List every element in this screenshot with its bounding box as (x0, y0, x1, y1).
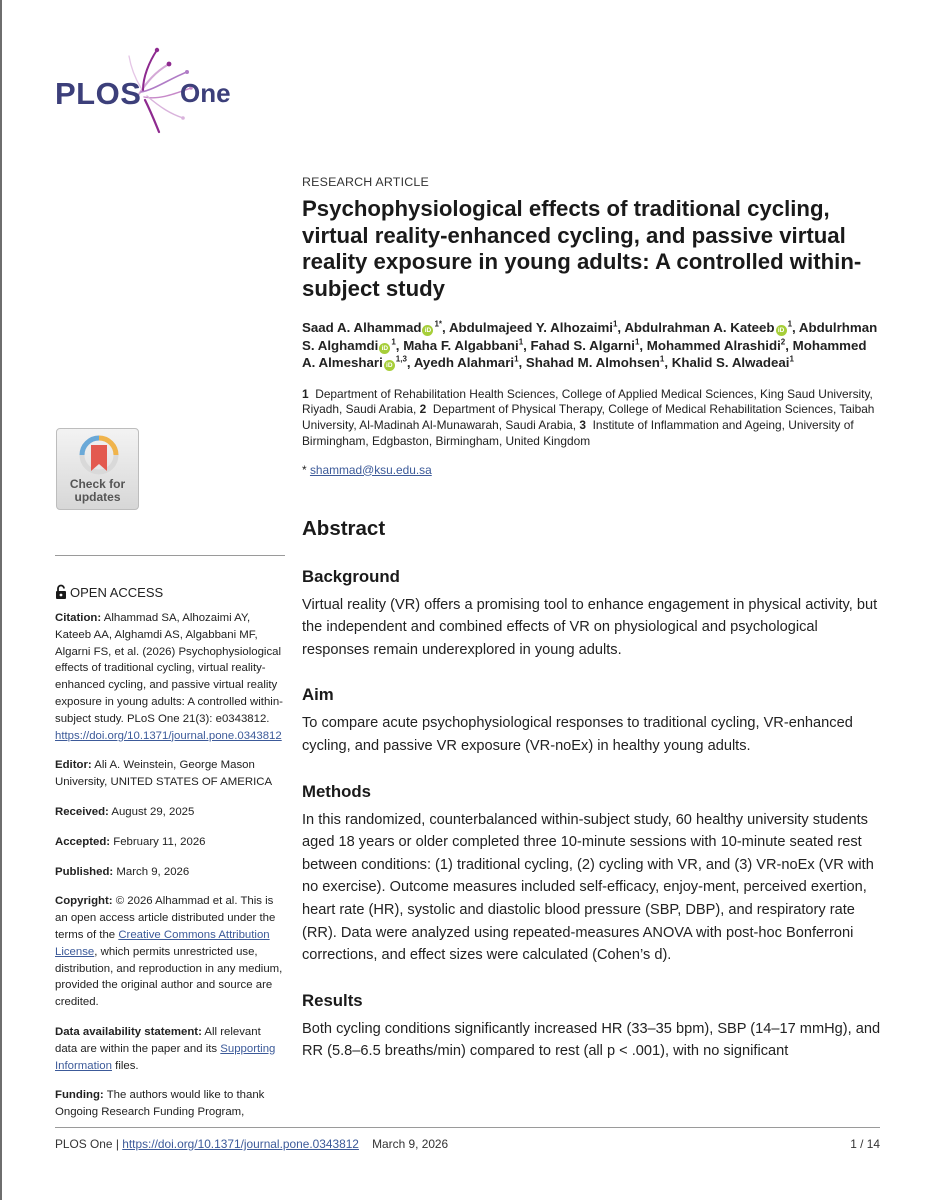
affiliation-number: 3 (579, 418, 586, 433)
affiliation-text: Institute of Inflammation and Ageing, University of Birmingham, Edgbaston, Birmingham, United Kingdom (302, 418, 854, 448)
check-for-updates-badge[interactable] (56, 428, 139, 510)
author-list (302, 319, 882, 372)
section-body-results: Both cycling conditions significantly increased HR (33–35 bpm), SBP (14–17 mmHg), and RR (5.8–6.5 breaths/min) compared to rest (all p < .001), with no significant (302, 1020, 881, 1060)
affiliation-number: 2 (419, 402, 427, 417)
article-type: RESEARCH ARTICLE (302, 175, 429, 189)
plos-one-logo[interactable] (55, 42, 245, 137)
open-access-label: OPEN ACCESS (55, 584, 285, 600)
author-name[interactable]: Khalid S. Alwadeai (671, 355, 790, 371)
author-name[interactable]: Saad A. Alhammad (302, 320, 422, 335)
affiliation-text: Department of Rehabilitation Health Sciences, College of Applied Medical Sciences, King Saud University, Riyadh, Saudi Arabia, (302, 386, 873, 417)
author-affiliation-sup: 1 (789, 354, 794, 364)
section-body-aim: To compare acute psychophysiological responses to traditional cycling, VR-enhanced cycling, and passive VR exposure (VR-noEx) in healthy young adults. (302, 715, 853, 754)
author-name[interactable]: Abdulrhman S. Alghamdi (302, 320, 878, 353)
author-separator: , (617, 320, 625, 335)
citation-doi-link[interactable]: https://doi.org/10.1371/journal.pone.0343812 (55, 729, 282, 742)
author-name[interactable]: Mohammed Alrashidi (646, 337, 781, 353)
author-name[interactable]: Ayedh Alahmari (413, 355, 515, 371)
check-for-updates-label: Check for updates (69, 477, 126, 504)
sidebar-divider (55, 555, 285, 556)
corresponding-email: * shammad@ksu.edu.sa (302, 462, 432, 477)
bookmark-icon (79, 435, 119, 477)
author-name[interactable]: Mohammed A. Almeshari (302, 337, 867, 371)
open-lock-icon (55, 584, 67, 600)
author-affiliation-sup: 1,3 (395, 354, 407, 364)
logo-brand-text: PLOS (55, 76, 142, 111)
author-separator: , (792, 320, 799, 335)
author-separator: , (395, 337, 404, 353)
copyright-block: Copyright: © 2026 Alhammad et al. This is an open access article distributed under the terms of the Creative Commons Attribution License, which permits unrestricted use, distribution, and reproduction in any medium, provided the original author and source are credited. (55, 895, 283, 1009)
article-info-sidebar (55, 555, 285, 1121)
citation-block: Citation: Alhammad SA, Alhozaimi AY, Kateeb AA, Alghamdi AS, Algabbani MF, Algarni FS, et al. (2026) Psychophysiological effects of traditional cycling, virtual reality-enhanced cycling, and passive virtual reality exposure in young adults: A controlled within-subject study. PLoS One 21(3): e0343812. https://doi.org/10.1371/journal.pone.0343812 (55, 612, 283, 742)
page-number: 1 / 14 (850, 1137, 880, 1151)
author-separator: , (785, 337, 793, 353)
received-date: Received: August 29, 2025 (55, 805, 195, 818)
section-body-background: Virtual reality (VR) offers a promising tool to enhance engagement in physical activity, but the independent and combined effects of VR on physiological and psychological responses remain underexplored in young adults. (302, 596, 878, 658)
footer-divider (55, 1127, 880, 1128)
abstract-heading: Abstract (302, 516, 386, 540)
author-affiliation-sup: 1 (634, 337, 640, 347)
author-separator: , (523, 337, 531, 353)
author-affiliation-sup: 1 (612, 319, 618, 329)
author-name[interactable]: Abdulrahman A. Kateeb (624, 320, 775, 335)
data-availability-block: Data availability statement: All relevant data are within the paper and its Supporting Information files. (55, 1025, 276, 1072)
footer-separator: | (115, 1137, 119, 1151)
author-affiliation-sup: 1 (518, 337, 524, 347)
author-separator: , (406, 355, 414, 371)
affiliation-text: Department of Physical Therapy, College of Medical Rehabilitation Sciences, Taibah University, Al-Madinah Al-Munawarah, Saudi Arabia, (302, 402, 875, 433)
article-title: Psychophysiological effects of traditional cycling, virtual reality-enhanced cycling, and passive virtual reality exposure in young adults: A controlled within-subject study (302, 196, 862, 301)
section-heading-results: Results (302, 990, 363, 1010)
section-body-methods: In this randomized, counterbalanced within-subject study, 60 healthy university students aged 18 years or older completed three 10-minute sessions with 10-minute seated rest between conditions: (1) traditional cycling, (2) cycling with VR, and (3) VR-noEx (VR with no exercise). Outcome measures included self-efficacy, enjoy-ment, perceived exertion, heart rate (HR), systolic and diastolic blood pressure (SBP, DBP), and respiratory rate (RR). Data were analyzed using repeated-measures ANOVA with post-hoc Bonferroni corrections, and effect sizes were calculated (Cohen’s d). (302, 811, 874, 964)
author-name[interactable]: Shahad M. Almohsen (525, 355, 660, 371)
author-affiliation-sup: 2 (780, 337, 786, 347)
logo-journal-text: One (180, 78, 231, 108)
author-separator: , (518, 355, 526, 371)
published-date: Published: March 9, 2026 (55, 865, 190, 878)
author-affiliation-sup: 1* (434, 319, 443, 329)
author-affiliation-sup: 1 (787, 319, 793, 329)
affiliation-number: 1 (302, 386, 309, 401)
author-separator: , (639, 337, 647, 353)
footer-date: March 9, 2026 (372, 1137, 449, 1151)
footer-doi-link[interactable]: https://doi.org/10.1371/journal.pone.0343812 (122, 1137, 359, 1151)
accepted-date: Accepted: February 11, 2026 (55, 835, 206, 848)
section-heading-methods: Methods (302, 781, 371, 801)
funding-block: Funding: The authors would like to thank Ongoing Research Funding Program, (55, 1089, 265, 1119)
author-separator: , (664, 355, 672, 371)
section-heading-background: Background (302, 566, 400, 586)
author-name[interactable]: Maha F. Algabbani (403, 337, 519, 353)
page-edge (0, 0, 2, 1200)
cc-license-link[interactable]: Creative Commons Attribution License (55, 928, 270, 958)
author-separator: , (442, 320, 449, 335)
email-link[interactable]: shammad@ksu.edu.sa (309, 462, 432, 477)
author-affiliation-sup: 1 (391, 337, 396, 347)
section-heading-aim: Aim (302, 685, 334, 705)
page-footer (55, 1137, 880, 1151)
orcid-icon[interactable]: iD (422, 325, 433, 336)
orcid-icon[interactable]: iD (384, 360, 395, 371)
editor-block: Editor: Ali A. Weinstein, George Mason University, UNITED STATES OF AMERICA (55, 759, 273, 789)
footer-journal: PLOS One (55, 1137, 113, 1151)
affiliations (302, 387, 882, 450)
article-main (302, 175, 882, 1063)
orcid-icon[interactable]: iD (776, 325, 787, 336)
author-affiliation-sup: 1 (659, 354, 665, 364)
author-name[interactable]: Abdulmajeed Y. Alhozaimi (448, 320, 613, 335)
orcid-icon[interactable]: iD (379, 343, 390, 354)
supporting-information-link[interactable]: Supporting Information (55, 1042, 276, 1072)
author-name[interactable]: Fahad S. Algarni (530, 337, 635, 353)
author-affiliation-sup: 1 (514, 354, 519, 364)
